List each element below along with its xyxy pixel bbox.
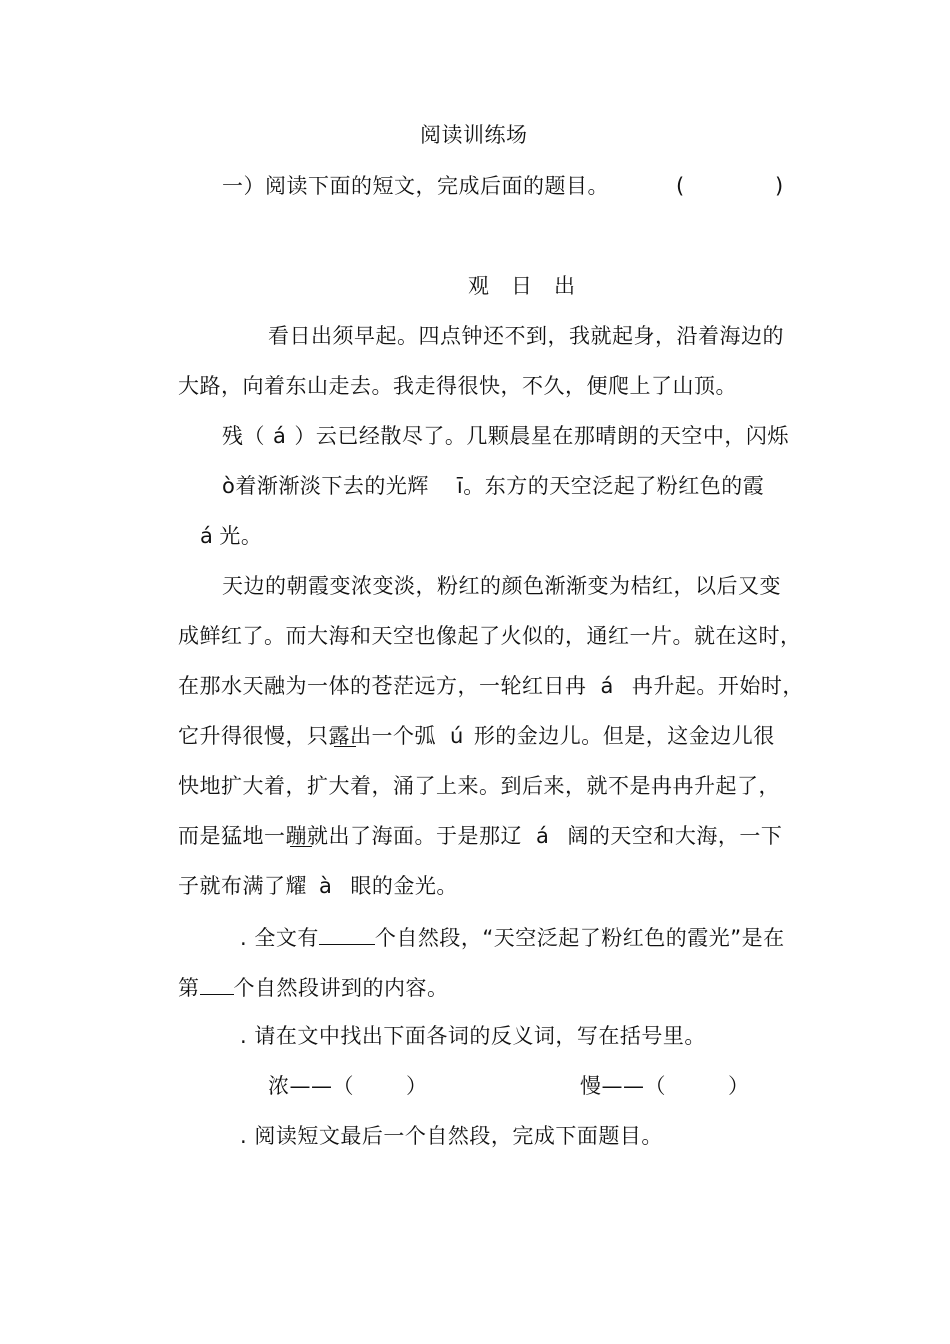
paragraph-1-line-1: 看日出须早起。四点钟还不到，我就起身，沿着海边的	[268, 324, 784, 348]
text-segment: 着渐渐淡下去的光辉	[235, 474, 429, 498]
text-segment: 慢——（	[580, 1074, 666, 1098]
paragraph-2-line-3	[200, 522, 262, 550]
paragraph-3-line-5: 快地扩大着，扩大着，涌了上来。到后来，就不是冉冉升起了，	[178, 774, 780, 798]
text-segment: 光。	[219, 524, 263, 548]
pinyin-blank: á	[600, 674, 614, 698]
text-segment: ）云已经散尽了。几颗晨星在那晴朗的天空中，闪烁	[294, 424, 789, 448]
text-segment: 个自然段，“天空泛起了粉红色的霞光”是在	[374, 926, 785, 950]
text-segment: ）	[406, 1074, 428, 1098]
question-2: . 请在文中找出下面各词的反义词，写在括号里。	[240, 1024, 706, 1048]
paragraph-3-line-6	[178, 822, 782, 850]
paragraph-3-line-3	[178, 672, 804, 700]
text-segment: 浓——（	[268, 1074, 354, 1098]
paragraph-2-line-2	[222, 472, 764, 500]
answer-blank[interactable]	[200, 972, 234, 995]
text-segment: 冉升起。开始时，	[631, 674, 804, 698]
pinyin-blank: á	[273, 424, 287, 448]
section-heading: 一）阅读下面的短文，完成后面的题目。	[222, 174, 609, 198]
question-3: . 阅读短文最后一个自然段，完成下面题目。	[240, 1124, 663, 1148]
paragraph-3-line-4	[178, 722, 775, 750]
question-1-line-2	[178, 972, 449, 1002]
pinyin-blank: ī	[456, 474, 464, 498]
text-segment: 个自然段讲到的内容。	[233, 976, 449, 1000]
paragraph-3-line-2: 成鲜红了。而大海和天空也像起了火似的，通红一片。就在这时，	[178, 624, 802, 648]
emphasis-mark	[290, 846, 312, 847]
text-segment: 眼的金光。	[350, 874, 458, 898]
pinyin-blank: á	[536, 824, 550, 848]
text-segment: 它升得很慢，只露出一个弧	[178, 724, 436, 748]
text-segment: ）	[728, 1074, 750, 1098]
text-segment: 残（	[222, 424, 265, 448]
score-close-bracket: )	[775, 174, 784, 198]
text-segment: 子就布满了耀	[178, 874, 307, 898]
text-segment: 而是猛地一蹦就出了海面。于是那辽	[178, 824, 522, 848]
text-segment: . 全文有	[240, 926, 319, 950]
text-segment: 。东方的天空泛起了粉红色的霞	[463, 474, 765, 498]
antonym-item-1	[268, 1072, 428, 1100]
paragraph-2-line-1	[222, 422, 789, 450]
paragraph-3-line-7	[178, 872, 458, 900]
pinyin-blank: à	[319, 874, 333, 898]
antonym-item-2	[580, 1072, 750, 1100]
pinyin-blank: á	[200, 524, 214, 548]
question-1-line-1	[240, 922, 785, 952]
paragraph-3-line-1: 天边的朝霞变浓变淡，粉红的颜色渐渐变为桔红，以后又变	[222, 574, 781, 598]
page-title: 阅读训练场	[420, 123, 528, 147]
emphasis-mark	[334, 746, 356, 747]
text-segment: 阔的天空和大海，一下	[567, 824, 783, 848]
text-segment: 在那水天融为一体的苍茫远方，一轮红日冉	[178, 674, 587, 698]
text-segment: 第	[178, 976, 200, 1000]
score-open-bracket: (	[676, 174, 685, 198]
pinyin-blank: ú	[450, 724, 464, 748]
text-segment: 形的金边儿。但是，这金边儿很	[473, 724, 775, 748]
answer-blank[interactable]	[319, 922, 375, 945]
paragraph-1-line-2: 大路，向着东山走去。我走得很快，不久，便爬上了山顶。	[178, 374, 737, 398]
article-title: 观 日 出	[468, 274, 576, 298]
pinyin-blank: ò	[222, 474, 236, 498]
